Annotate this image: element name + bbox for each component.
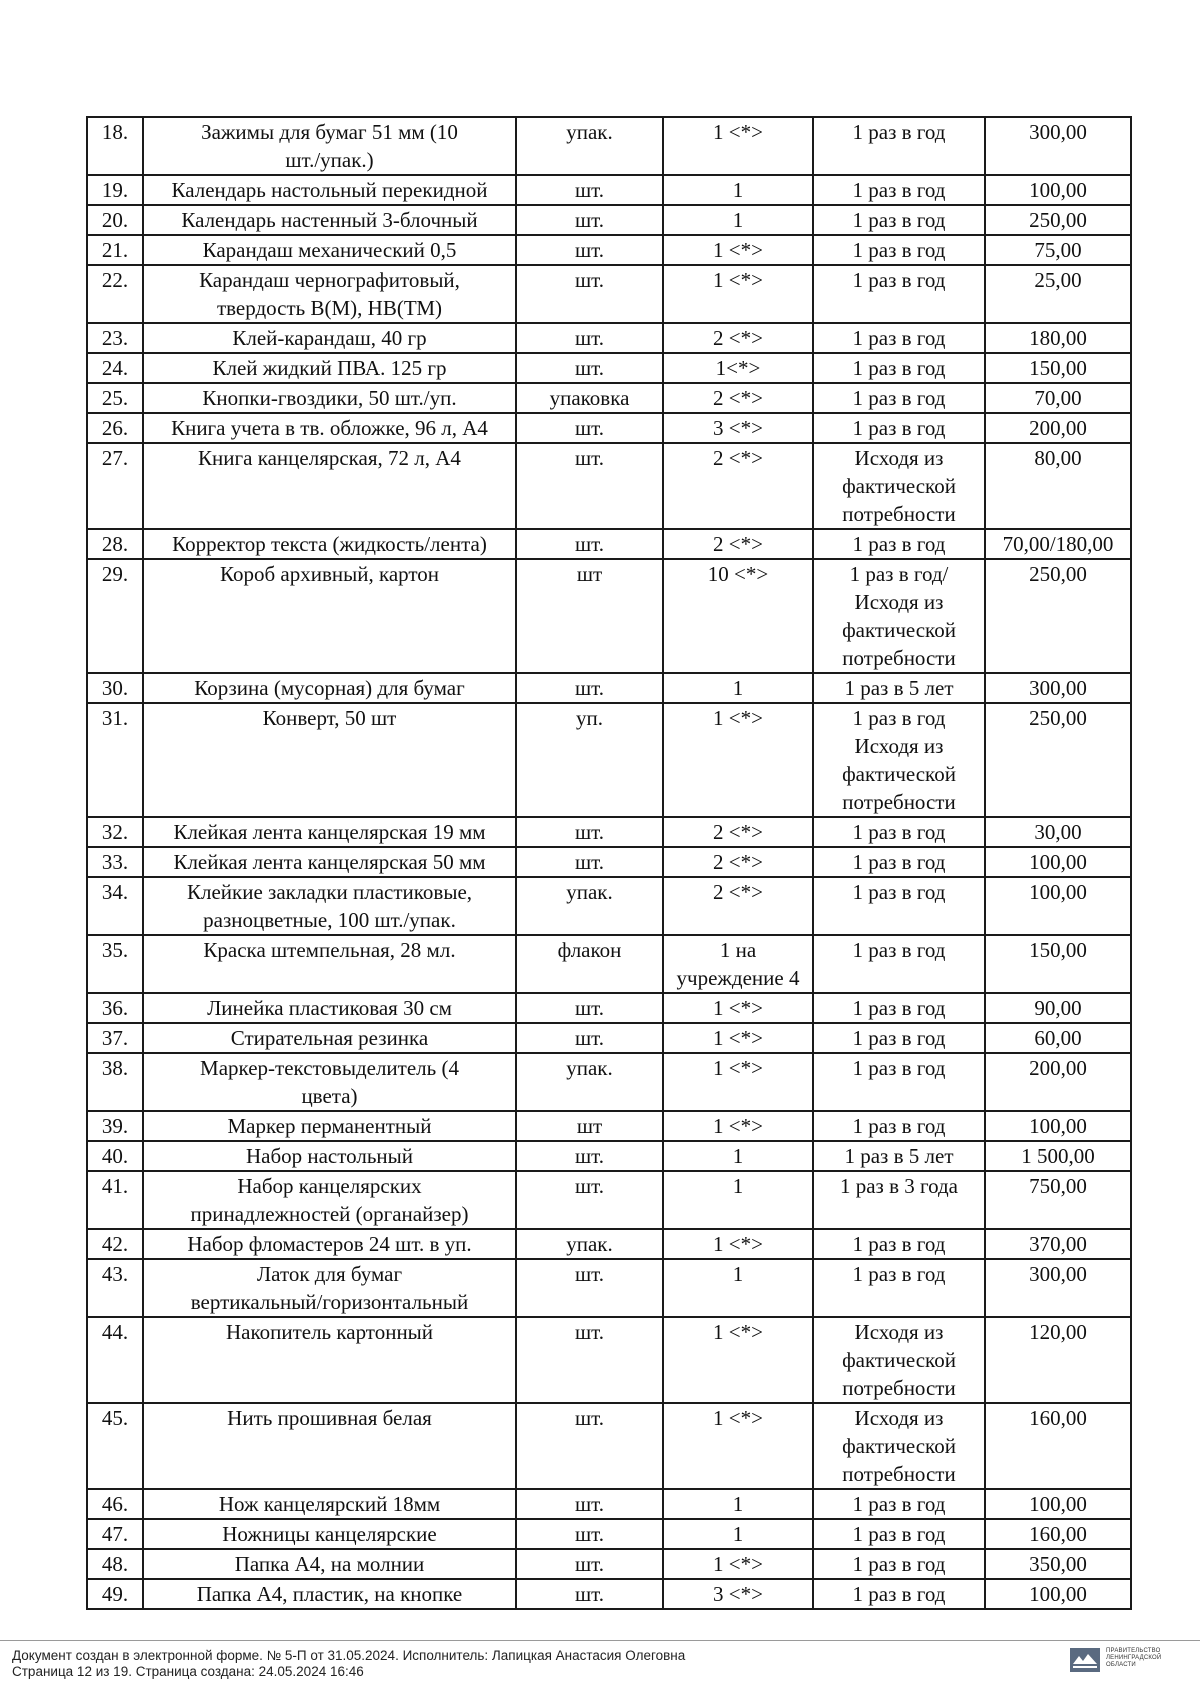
item-price: 100,00	[985, 1111, 1131, 1141]
item-quantity: 1 на учреждение 4	[663, 935, 813, 993]
logo-text-line3: ОБЛАСТИ	[1106, 1662, 1136, 1668]
item-frequency: 1 раз в год	[813, 205, 985, 235]
item-price: 1 500,00	[985, 1141, 1131, 1171]
item-unit: шт.	[516, 323, 663, 353]
item-frequency: 1 раз в год	[813, 993, 985, 1023]
table-row	[87, 1579, 1131, 1609]
item-price: 150,00	[985, 353, 1131, 383]
row-number: 34.	[87, 877, 143, 935]
item-frequency: 1 раз в год	[813, 1023, 985, 1053]
footer-divider	[0, 1640, 1200, 1641]
item-unit: упак.	[516, 117, 663, 175]
table-row	[87, 1023, 1131, 1053]
item-price: 250,00	[985, 559, 1131, 673]
item-price: 160,00	[985, 1519, 1131, 1549]
item-unit: шт.	[516, 1141, 663, 1171]
item-quantity: 1 <*>	[663, 1111, 813, 1141]
item-name: Набор фломастеров 24 шт. в уп.	[143, 1229, 516, 1259]
item-frequency: 1 раз в год	[813, 847, 985, 877]
item-frequency: 1 раз в год	[813, 117, 985, 175]
table-row	[87, 235, 1131, 265]
item-name: Маркер перманентный	[143, 1111, 516, 1141]
item-price: 150,00	[985, 935, 1131, 993]
table-row	[87, 1171, 1131, 1229]
item-name: Папка А4, пластик, на кнопке	[143, 1579, 516, 1609]
row-number: 29.	[87, 559, 143, 673]
row-number: 31.	[87, 703, 143, 817]
item-name: Стирательная резинка	[143, 1023, 516, 1053]
item-price: 100,00	[985, 847, 1131, 877]
table-row	[87, 117, 1131, 175]
table-row	[87, 1229, 1131, 1259]
item-frequency: 1 раз в год/ Исходя из фактической потребности	[813, 559, 985, 673]
item-unit: шт.	[516, 265, 663, 323]
item-unit: шт.	[516, 1317, 663, 1403]
table-row	[87, 673, 1131, 703]
table-row	[87, 175, 1131, 205]
item-price: 100,00	[985, 1579, 1131, 1609]
item-unit: упаковка	[516, 383, 663, 413]
row-number: 46.	[87, 1489, 143, 1519]
row-number: 43.	[87, 1259, 143, 1317]
row-number: 28.	[87, 529, 143, 559]
item-frequency: 1 раз в год	[813, 323, 985, 353]
item-price: 100,00	[985, 175, 1131, 205]
item-price: 120,00	[985, 1317, 1131, 1403]
table-row	[87, 877, 1131, 935]
row-number: 26.	[87, 413, 143, 443]
table-row	[87, 1141, 1131, 1171]
item-name: Карандаш механический 0,5	[143, 235, 516, 265]
item-unit: флакон	[516, 935, 663, 993]
item-price: 80,00	[985, 443, 1131, 529]
item-frequency: 1 раз в год	[813, 1053, 985, 1111]
item-quantity: 2 <*>	[663, 383, 813, 413]
table-row	[87, 529, 1131, 559]
row-number: 33.	[87, 847, 143, 877]
item-quantity: 1 <*>	[663, 1403, 813, 1489]
item-unit: шт.	[516, 1549, 663, 1579]
item-quantity: 10 <*>	[663, 559, 813, 673]
item-frequency: 1 раз в год	[813, 1489, 985, 1519]
item-unit: шт.	[516, 817, 663, 847]
item-quantity: 1 <*>	[663, 265, 813, 323]
item-frequency: 1 раз в год	[813, 935, 985, 993]
document-page	[86, 116, 1130, 1610]
item-frequency: 1 раз в 3 года	[813, 1171, 985, 1229]
item-quantity: 2 <*>	[663, 529, 813, 559]
item-unit: шт.	[516, 1171, 663, 1229]
item-frequency: 1 раз в год	[813, 877, 985, 935]
item-quantity: 1 <*>	[663, 1229, 813, 1259]
item-name: Клейкая лента канцелярская 19 мм	[143, 817, 516, 847]
item-name: Карандаш чернографитовый, твердость В(М), НВ(ТМ)	[143, 265, 516, 323]
item-quantity: 1	[663, 175, 813, 205]
document-footer	[12, 1648, 685, 1680]
item-unit: шт.	[516, 1403, 663, 1489]
item-frequency: Исходя из фактической потребности	[813, 443, 985, 529]
item-name: Клейкие закладки пластиковые, разноцветные, 100 шт./упак.	[143, 877, 516, 935]
item-frequency: 1 раз в год	[813, 1549, 985, 1579]
row-number: 18.	[87, 117, 143, 175]
row-number: 35.	[87, 935, 143, 993]
item-price: 160,00	[985, 1403, 1131, 1489]
item-name: Набор настольный	[143, 1141, 516, 1171]
item-unit: шт.	[516, 235, 663, 265]
item-name: Латок для бумаг вертикальный/горизонтальный	[143, 1259, 516, 1317]
table-row	[87, 1317, 1131, 1403]
item-frequency: Исходя из фактической потребности	[813, 1403, 985, 1489]
item-unit: упак.	[516, 877, 663, 935]
item-unit: шт	[516, 559, 663, 673]
item-price: 30,00	[985, 817, 1131, 847]
item-unit: шт.	[516, 673, 663, 703]
item-name: Календарь настольный перекидной	[143, 175, 516, 205]
item-quantity: 1	[663, 1489, 813, 1519]
table-row	[87, 413, 1131, 443]
table-row	[87, 383, 1131, 413]
row-number: 30.	[87, 673, 143, 703]
item-name: Зажимы для бумаг 51 мм (10 шт./упак.)	[143, 117, 516, 175]
logo-text-line2: ЛЕНИНГРАДСКОЙ	[1106, 1655, 1162, 1661]
row-number: 48.	[87, 1549, 143, 1579]
item-frequency: 1 раз в год	[813, 265, 985, 323]
item-quantity: 1 <*>	[663, 1023, 813, 1053]
item-frequency: 1 раз в год	[813, 817, 985, 847]
item-name: Короб архивный, картон	[143, 559, 516, 673]
item-price: 350,00	[985, 1549, 1131, 1579]
row-number: 21.	[87, 235, 143, 265]
item-name: Накопитель картонный	[143, 1317, 516, 1403]
item-unit: шт.	[516, 205, 663, 235]
item-name: Кнопки-гвоздики, 50 шт./уп.	[143, 383, 516, 413]
item-frequency: 1 раз в год	[813, 1229, 985, 1259]
item-name: Набор канцелярских принадлежностей (органайзер)	[143, 1171, 516, 1229]
item-name: Папка А4, на молнии	[143, 1549, 516, 1579]
item-frequency: 1 раз в год	[813, 529, 985, 559]
item-frequency: 1 раз в год	[813, 413, 985, 443]
item-price: 250,00	[985, 703, 1131, 817]
table-row	[87, 1549, 1131, 1579]
item-name: Корректор текста (жидкость/лента)	[143, 529, 516, 559]
item-price: 100,00	[985, 877, 1131, 935]
item-price: 180,00	[985, 323, 1131, 353]
item-quantity: 1 <*>	[663, 235, 813, 265]
item-price: 370,00	[985, 1229, 1131, 1259]
item-name: Линейка пластиковая 30 см	[143, 993, 516, 1023]
item-price: 250,00	[985, 205, 1131, 235]
item-price: 90,00	[985, 993, 1131, 1023]
item-name: Ножницы канцелярские	[143, 1519, 516, 1549]
item-name: Корзина (мусорная) для бумаг	[143, 673, 516, 703]
item-name: Краска штемпельная, 28 мл.	[143, 935, 516, 993]
item-price: 70,00	[985, 383, 1131, 413]
supplies-table-body	[87, 117, 1131, 1609]
item-quantity: 3 <*>	[663, 1579, 813, 1609]
item-quantity: 1	[663, 673, 813, 703]
item-name: Нить прошивная белая	[143, 1403, 516, 1489]
table-row	[87, 1403, 1131, 1489]
row-number: 42.	[87, 1229, 143, 1259]
table-row	[87, 847, 1131, 877]
government-logo	[1070, 1648, 1182, 1672]
item-frequency: 1 раз в год	[813, 1519, 985, 1549]
row-number: 47.	[87, 1519, 143, 1549]
item-name: Календарь настенный 3-блочный	[143, 205, 516, 235]
table-row	[87, 323, 1131, 353]
table-row	[87, 353, 1131, 383]
row-number: 20.	[87, 205, 143, 235]
item-name: Нож канцелярский 18мм	[143, 1489, 516, 1519]
item-unit: шт.	[516, 993, 663, 1023]
item-quantity: 1 <*>	[663, 1317, 813, 1403]
item-name: Клейкая лента канцелярская 50 мм	[143, 847, 516, 877]
item-unit: шт.	[516, 1023, 663, 1053]
item-quantity: 1 <*>	[663, 993, 813, 1023]
item-quantity: 1 <*>	[663, 117, 813, 175]
logo-text-line1: ПРАВИТЕЛЬСТВО	[1106, 1648, 1161, 1654]
item-frequency: 1 раз в год	[813, 353, 985, 383]
item-frequency: 1 раз в год	[813, 1259, 985, 1317]
item-frequency: 1 раз в год	[813, 175, 985, 205]
item-frequency: 1 раз в 5 лет	[813, 1141, 985, 1171]
table-row	[87, 993, 1131, 1023]
footer-line-document-info: Документ создан в электронной форме. № 5-П от 31.05.2024. Исполнитель: Лапицкая Анастасия Олеговна	[12, 1648, 686, 1663]
item-unit: шт.	[516, 443, 663, 529]
supplies-table	[86, 116, 1132, 1610]
item-frequency: 1 раз в год	[813, 235, 985, 265]
item-quantity: 1	[663, 1259, 813, 1317]
row-number: 36.	[87, 993, 143, 1023]
item-price: 75,00	[985, 235, 1131, 265]
item-quantity: 2 <*>	[663, 847, 813, 877]
table-row	[87, 1053, 1131, 1111]
table-row	[87, 935, 1131, 993]
item-price: 750,00	[985, 1171, 1131, 1229]
row-number: 24.	[87, 353, 143, 383]
row-number: 25.	[87, 383, 143, 413]
item-unit: шт.	[516, 1489, 663, 1519]
row-number: 38.	[87, 1053, 143, 1111]
item-price: 300,00	[985, 673, 1131, 703]
footer-line-page-info: Страница 12 из 19. Страница создана: 24.05.2024 16:46	[12, 1664, 364, 1679]
item-frequency: 1 раз в год	[813, 1111, 985, 1141]
item-frequency: 1 раз в год Исходя из фактической потребности	[813, 703, 985, 817]
item-unit: шт.	[516, 353, 663, 383]
item-unit: шт.	[516, 175, 663, 205]
item-name: Маркер-текстовыделитель (4 цвета)	[143, 1053, 516, 1111]
table-row	[87, 265, 1131, 323]
item-quantity: 1	[663, 1171, 813, 1229]
item-price: 70,00/180,00	[985, 529, 1131, 559]
item-frequency: Исходя из фактической потребности	[813, 1317, 985, 1403]
row-number: 27.	[87, 443, 143, 529]
item-name: Конверт, 50 шт	[143, 703, 516, 817]
item-frequency: 1 раз в год	[813, 1579, 985, 1609]
item-price: 200,00	[985, 413, 1131, 443]
table-row	[87, 443, 1131, 529]
item-price: 300,00	[985, 1259, 1131, 1317]
item-unit: шт.	[516, 413, 663, 443]
row-number: 49.	[87, 1579, 143, 1609]
item-unit: шт	[516, 1111, 663, 1141]
table-row	[87, 1519, 1131, 1549]
item-price: 25,00	[985, 265, 1131, 323]
table-row	[87, 205, 1131, 235]
row-number: 44.	[87, 1317, 143, 1403]
government-logo-text	[1106, 1648, 1182, 1669]
table-row	[87, 1259, 1131, 1317]
item-unit: шт.	[516, 1579, 663, 1609]
item-unit: шт.	[516, 1519, 663, 1549]
item-unit: шт.	[516, 847, 663, 877]
row-number: 41.	[87, 1171, 143, 1229]
table-row	[87, 703, 1131, 817]
item-price: 200,00	[985, 1053, 1131, 1111]
row-number: 23.	[87, 323, 143, 353]
row-number: 19.	[87, 175, 143, 205]
item-quantity: 3 <*>	[663, 413, 813, 443]
item-unit: уп.	[516, 703, 663, 817]
item-quantity: 1 <*>	[663, 703, 813, 817]
item-name: Книга учета в тв. обложке, 96 л, А4	[143, 413, 516, 443]
row-number: 40.	[87, 1141, 143, 1171]
table-row	[87, 559, 1131, 673]
item-frequency: 1 раз в год	[813, 383, 985, 413]
government-emblem-icon	[1070, 1648, 1100, 1672]
item-quantity: 2 <*>	[663, 817, 813, 847]
table-row	[87, 817, 1131, 847]
item-quantity: 2 <*>	[663, 323, 813, 353]
row-number: 39.	[87, 1111, 143, 1141]
item-quantity: 1 <*>	[663, 1053, 813, 1111]
item-quantity: 1 <*>	[663, 1549, 813, 1579]
item-unit: шт.	[516, 1259, 663, 1317]
item-unit: упак.	[516, 1229, 663, 1259]
item-quantity: 1<*>	[663, 353, 813, 383]
item-price: 300,00	[985, 117, 1131, 175]
row-number: 32.	[87, 817, 143, 847]
item-name: Клей жидкий ПВА. 125 гр	[143, 353, 516, 383]
item-quantity: 1	[663, 1519, 813, 1549]
item-quantity: 1	[663, 1141, 813, 1171]
item-quantity: 2 <*>	[663, 877, 813, 935]
row-number: 37.	[87, 1023, 143, 1053]
item-quantity: 2 <*>	[663, 443, 813, 529]
item-unit: шт.	[516, 529, 663, 559]
item-quantity: 1	[663, 205, 813, 235]
item-unit: упак.	[516, 1053, 663, 1111]
item-name: Клей-карандаш, 40 гр	[143, 323, 516, 353]
item-price: 60,00	[985, 1023, 1131, 1053]
row-number: 22.	[87, 265, 143, 323]
item-frequency: 1 раз в 5 лет	[813, 673, 985, 703]
table-row	[87, 1111, 1131, 1141]
item-price: 100,00	[985, 1489, 1131, 1519]
row-number: 45.	[87, 1403, 143, 1489]
table-row	[87, 1489, 1131, 1519]
item-name: Книга канцелярская, 72 л, А4	[143, 443, 516, 529]
